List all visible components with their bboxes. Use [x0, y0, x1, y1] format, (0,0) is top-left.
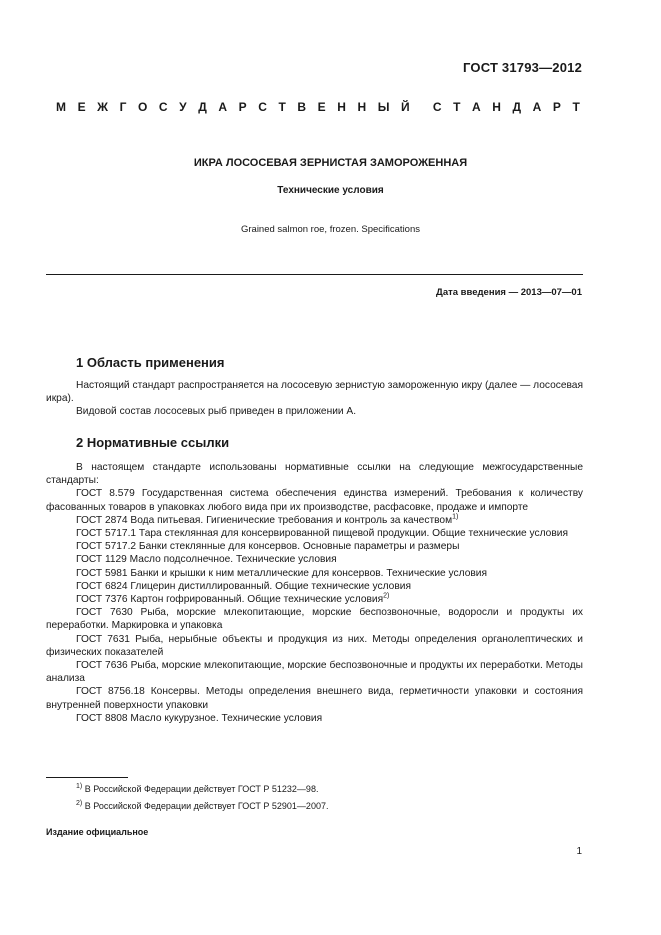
english-title: Grained salmon roe, frozen. Specifications	[240, 224, 420, 235]
document-title: ИКРА ЛОСОСЕВАЯ ЗЕРНИСТАЯ ЗАМОРОЖЕННАЯ	[193, 157, 468, 169]
interstate-letter: А	[472, 100, 481, 114]
section-2-body	[46, 461, 583, 725]
interstate-letter: Г	[119, 100, 127, 114]
reference-item: ГОСТ 8.579 Государственная система обеспечения единства измерений. Требования к количеству фасованных товаров в упаковках любого вида при их производстве, расфасовке, продаже и импорте	[46, 488, 583, 513]
footnote-mark: 2)	[383, 592, 390, 600]
reference-item: ГОСТ 7376 Картон гофрированный. Общие технические условия$^{2)}$	[76, 592, 390, 606]
interstate-letter: Е	[77, 100, 86, 114]
interstate-letter: Й	[401, 100, 410, 114]
reference-item: ГОСТ 6824 Глицерин дистиллированный. Общие технические условия	[76, 580, 411, 592]
document-code: ГОСТ 31793—2012	[463, 60, 582, 75]
footnote-2	[76, 801, 328, 811]
interstate-letter: Р	[238, 100, 247, 114]
interstate-letter: Д	[512, 100, 522, 114]
footnote-divider	[46, 777, 128, 778]
interstate-letter: Т	[572, 100, 580, 114]
interstate-letter: Н	[337, 100, 346, 114]
footnote-text: В Российской Федерации действует ГОСТ Р 51232—98.	[84, 784, 319, 794]
interstate-letter: А	[532, 100, 542, 114]
interstate-letter: Т	[278, 100, 286, 114]
interstate-letter: С	[158, 100, 168, 114]
title-divider	[46, 274, 583, 275]
interstate-letter: А	[218, 100, 228, 114]
interstate-standard-heading	[56, 100, 580, 114]
interstate-letter: Н	[357, 100, 367, 114]
paragraph: В настоящем стандарте использованы нормативные ссылки на следующие межгосударственные стандарты:	[46, 462, 583, 487]
paragraph: Видовой состав лососевых рыб приведен в приложении А.	[76, 406, 357, 418]
reference-item: ГОСТ 8808 Масло кукурузное. Технические условия	[76, 712, 323, 724]
official-edition-label: Издание официальное	[46, 827, 149, 837]
reference-item: ГОСТ 8756.18 Консервы. Методы определения внешнего вида, герметичности упаковки и состояния внутренней поверхности упаковки	[46, 686, 583, 711]
footnote-text: В Российской Федерации действует ГОСТ Р 52901—2007.	[84, 801, 329, 811]
interstate-letter: Р	[552, 100, 561, 114]
interstate-letter: Е	[317, 100, 326, 114]
reference-item: ГОСТ 2874 Вода питьевая. Гигиенические требования и контроль за качеством$^{1)}$	[76, 513, 459, 526]
interstate-letter: Н	[492, 100, 501, 114]
interstate-letter: Т	[453, 100, 461, 114]
interstate-letter: О	[138, 100, 148, 114]
footnote-1	[76, 784, 318, 794]
reference-item: ГОСТ 5981 Банки и крышки к ним металлические для консервов. Технические условия	[76, 567, 487, 579]
reference-item: ГОСТ 7631 Рыба, нерыбные объекты и продукция из них. Методы определения органолептических и физических показателей	[46, 633, 583, 658]
interstate-letter: В	[297, 100, 307, 114]
section-1-heading: 1 Область применения	[76, 355, 225, 370]
section-2-heading: 2 Нормативные ссылки	[76, 435, 230, 450]
footnote-mark: 1)	[452, 513, 459, 521]
reference-item: ГОСТ 7630 Рыба, морские млекопитающие, морские беспозвоночные, водоросли и продукты их переработки. Маркировка и упаковка	[46, 607, 583, 632]
reference-item: ГОСТ 1129 Масло подсолнечное. Технические условия	[76, 554, 337, 566]
interstate-letter: Ж	[97, 100, 109, 114]
page-number: 1	[576, 846, 582, 857]
reference-item: ГОСТ 5717.2 Банки стеклянные для консервов. Основные параметры и размеры	[76, 541, 460, 553]
section-1-body	[46, 379, 583, 419]
footnote-mark: 2)	[76, 800, 83, 807]
interstate-letter: С	[432, 100, 442, 114]
footnote-mark: 1)	[76, 783, 83, 790]
reference-item: ГОСТ 5717.1 Тара стеклянная для консервированной пищевой продукции. Общие технические условия	[76, 528, 568, 540]
interstate-letter: Д	[198, 100, 207, 114]
interstate-letter: У	[179, 100, 187, 114]
interstate-letter: Ы	[377, 100, 390, 114]
interstate-letter: С	[258, 100, 267, 114]
introduction-date: Дата введения — 2013—07—01	[436, 287, 582, 298]
paragraph: Настоящий стандарт распространяется на лососевую зернистую замороженную икру (далее — лососевая икра).	[46, 380, 583, 405]
document-subtitle: Технические условия	[277, 185, 384, 196]
reference-item: ГОСТ 7636 Рыба, морские млекопитающие, морские беспозвоночные и продукты их переработки. Методы анализа	[46, 660, 583, 685]
interstate-letter: М	[56, 100, 66, 114]
